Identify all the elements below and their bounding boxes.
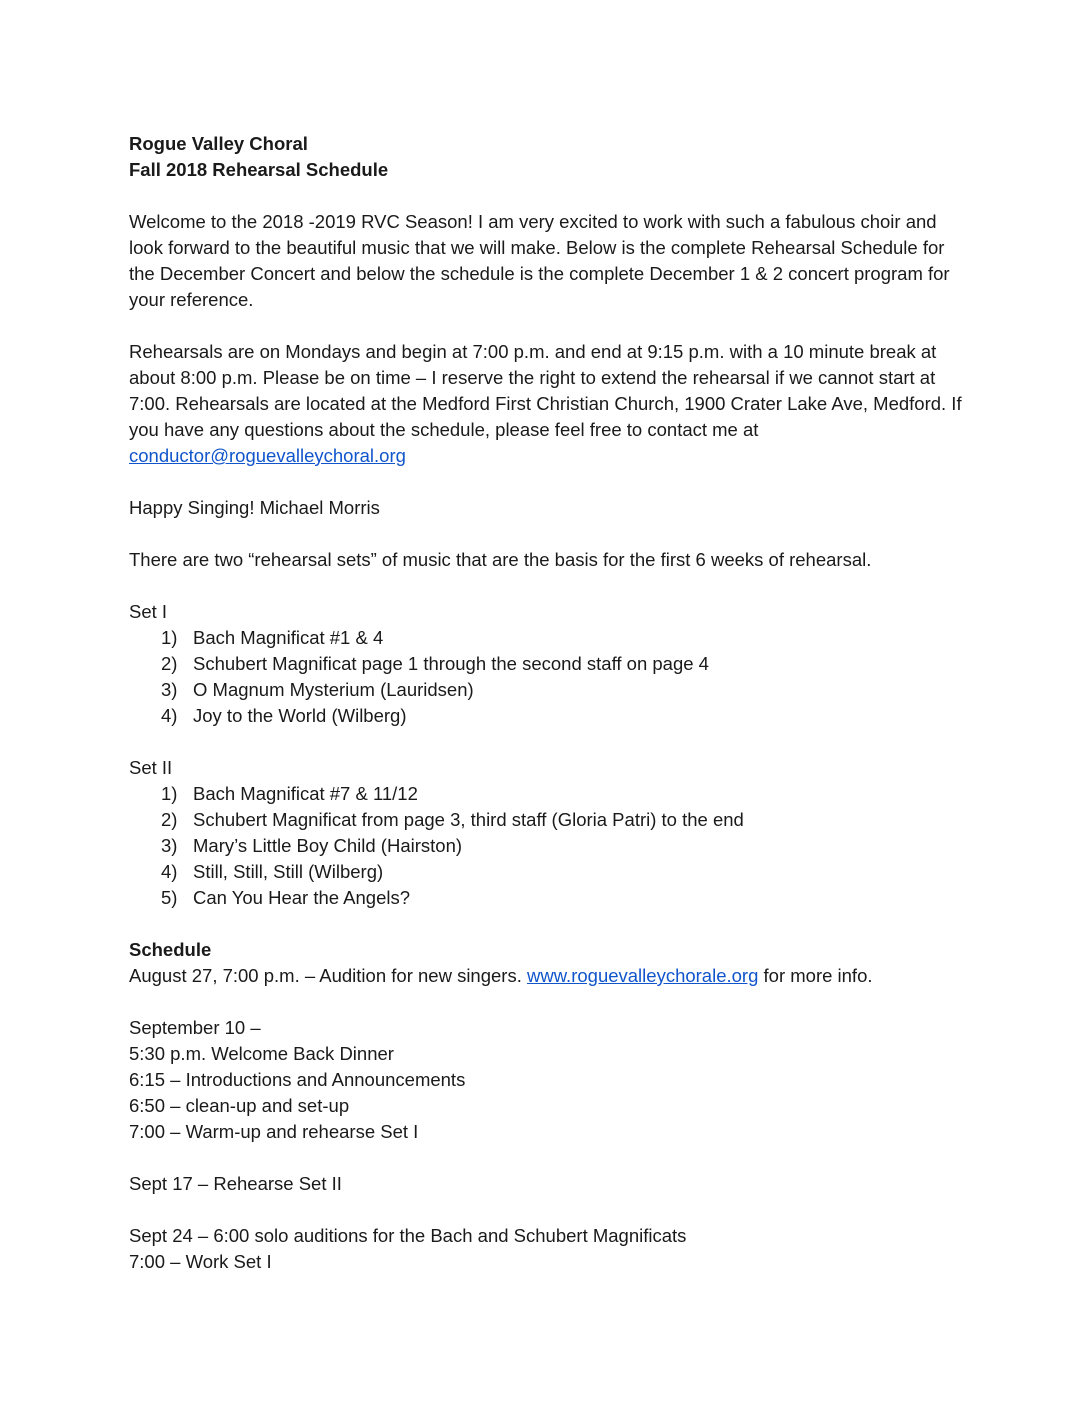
audition-suffix: for more info.	[763, 965, 873, 986]
document-title: Fall 2018 Rehearsal Schedule	[129, 159, 389, 180]
list-item	[129, 625, 969, 651]
schedule-line: 7:00 – Warm-up and rehearse Set I	[129, 1121, 419, 1142]
list-item	[129, 651, 969, 677]
set1-list	[129, 625, 969, 729]
list-item-text: Can You Hear the Angels?	[193, 887, 411, 908]
set2-list	[129, 781, 969, 911]
spacer	[129, 1197, 969, 1223]
set1-label: Set I	[129, 601, 168, 622]
list-item-text: Schubert Magnificat page 1 through the second staff on page 4	[193, 653, 709, 674]
audition-text: August 27, 7:00 p.m. – Audition for new singers.	[129, 965, 522, 986]
sept10-block	[129, 1015, 969, 1145]
list-number: 2)	[161, 809, 178, 830]
schedule-line: 6:15 – Introductions and Announcements	[129, 1069, 466, 1090]
list-item-text: Joy to the World (Wilberg)	[193, 705, 407, 726]
list-item-text: Bach Magnificat #1 & 4	[193, 627, 384, 648]
list-item	[129, 677, 969, 703]
sets-intro: There are two “rehearsal sets” of music that are the basis for the first 6 weeks of rehearsal.	[129, 549, 872, 570]
list-number: 3)	[161, 835, 178, 856]
list-item	[129, 807, 969, 833]
list-number: 4)	[161, 705, 178, 726]
schedule-line: 6:50 – clean-up and set-up	[129, 1095, 350, 1116]
rehearsal-info-paragraph	[129, 339, 969, 469]
list-number: 1)	[161, 627, 178, 648]
rehearsal-info-text: Rehearsals are on Mondays and begin at 7:00 p.m. and end at 9:15 p.m. with a 10 minute break at about 8:00 p.m. Please be on time – I reserve the right to extend the rehearsal if we cannot start at 7:00. Rehearsals are located at the Medford First Christian Church, 1900 Crater Lake Ave, Medford. If you have any questions about the schedule, please feel free to contact me at	[129, 341, 962, 440]
audition-line	[129, 963, 969, 989]
spacer	[129, 911, 969, 937]
spacer	[129, 729, 969, 755]
schedule-line: 5:30 p.m. Welcome Back Dinner	[129, 1043, 394, 1064]
sept17-line: Sept 17 – Rehearse Set II	[129, 1173, 342, 1194]
list-item	[129, 859, 969, 885]
list-number: 1)	[161, 783, 178, 804]
list-item	[129, 781, 969, 807]
list-item-text: Still, Still, Still (Wilberg)	[193, 861, 384, 882]
welcome-paragraph: Welcome to the 2018 -2019 RVC Season! I am very excited to work with such a fabulous choir and look forward to the beautiful music that we will make. Below is the complete Rehearsal Schedule for the December Concert and below the schedule is the complete December 1 & 2 concert program for your reference.	[129, 211, 950, 310]
list-item-text: Mary’s Little Boy Child (Hairston)	[193, 835, 463, 856]
list-item-text: Bach Magnificat #7 & 11/12	[193, 783, 418, 804]
list-number: 2)	[161, 653, 178, 674]
signoff: Happy Singing! Michael Morris	[129, 497, 380, 518]
document-page	[129, 131, 969, 1275]
schedule-line: Sept 24 – 6:00 solo auditions for the Bach and Schubert Magnificats	[129, 1225, 687, 1246]
org-name: Rogue Valley Choral	[129, 133, 308, 154]
spacer	[129, 183, 969, 209]
list-item-text: O Magnum Mysterium (Lauridsen)	[193, 679, 474, 700]
list-item-text: Schubert Magnificat from page 3, third staff (Gloria Patri) to the end	[193, 809, 744, 830]
list-item	[129, 833, 969, 859]
list-number: 5)	[161, 887, 178, 908]
schedule-line: September 10 –	[129, 1017, 261, 1038]
spacer	[129, 989, 969, 1015]
spacer	[129, 1145, 969, 1171]
list-item	[129, 703, 969, 729]
schedule-line: 7:00 – Work Set I	[129, 1251, 272, 1272]
list-item	[129, 885, 969, 911]
conductor-email-link[interactable]: conductor@roguevalleychoral.org	[129, 445, 406, 466]
list-number: 3)	[161, 679, 178, 700]
schedule-heading: Schedule	[129, 939, 212, 960]
website-link[interactable]: www.roguevalleychorale.org	[527, 965, 759, 986]
list-number: 4)	[161, 861, 178, 882]
sept24-block	[129, 1223, 969, 1275]
set2-label: Set II	[129, 757, 173, 778]
